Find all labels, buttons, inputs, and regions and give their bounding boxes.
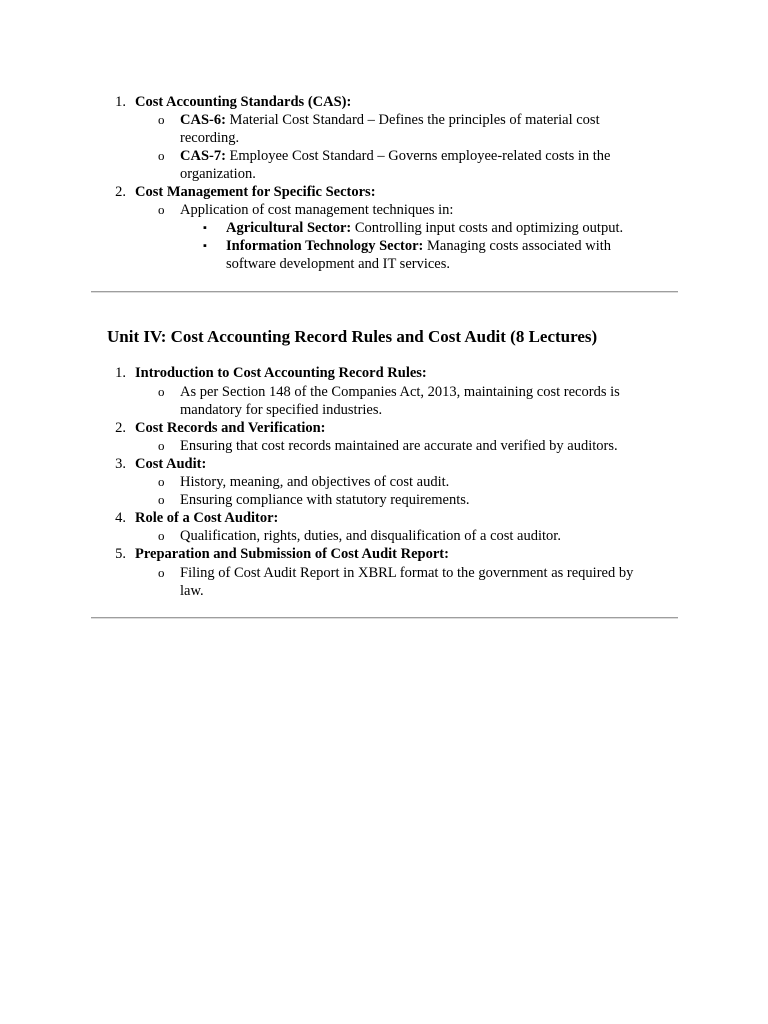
bullet-o-icon: o	[158, 148, 165, 163]
sub-item: CAS-7: Employee Cost Standard – Governs employee-related costs in the	[180, 148, 611, 164]
list-item-title: Cost Management for Specific Sectors:	[135, 184, 376, 200]
sub-item: Qualification, rights, duties, and disqualification of a cost auditor.	[180, 528, 561, 544]
sub-item: Application of cost management techniques in:	[180, 202, 454, 218]
list-number: 4.	[115, 510, 126, 526]
sub-item-continuation: recording.	[180, 130, 240, 146]
sub-sub-item: Information Technology Sector: Managing costs associated with	[226, 238, 612, 254]
sub-sub-item-continuation: software development and IT services.	[226, 256, 450, 272]
sub-item: Filing of Cost Audit Report in XBRL format to the government as required by	[180, 565, 634, 581]
bullet-o-icon: o	[158, 492, 165, 507]
horizontal-rule	[91, 617, 678, 619]
list-item-title: Introduction to Cost Accounting Record Rules:	[135, 365, 427, 381]
bullet-square-icon: ▪	[203, 222, 207, 234]
sub-item: As per Section 148 of the Companies Act, 2013, maintaining cost records is	[180, 384, 620, 400]
sub-item-continuation: law.	[180, 583, 204, 599]
list-item-title: Cost Audit:	[135, 456, 207, 472]
bullet-o-icon: o	[158, 384, 165, 399]
list-item-title: Preparation and Submission of Cost Audit Report:	[135, 546, 449, 562]
bullet-o-icon: o	[158, 438, 165, 453]
list-item-title: Cost Accounting Standards (CAS):	[135, 94, 352, 110]
horizontal-rule	[91, 291, 678, 293]
list-number: 2.	[115, 184, 126, 200]
list-item-title: Cost Records and Verification:	[135, 420, 326, 436]
bullet-o-icon: o	[158, 112, 165, 127]
list-number: 5.	[115, 546, 126, 562]
sub-item: Ensuring that cost records maintained are accurate and verified by auditors.	[180, 438, 618, 454]
sub-item: History, meaning, and objectives of cost audit.	[180, 474, 450, 490]
sub-item-continuation: mandatory for specified industries.	[180, 402, 383, 418]
list-item-title: Role of a Cost Auditor:	[135, 510, 279, 526]
sub-sub-item: Agricultural Sector: Controlling input costs and optimizing output.	[226, 220, 624, 236]
list-number: 3.	[115, 456, 126, 472]
sub-item-continuation: organization.	[180, 166, 256, 182]
bullet-o-icon: o	[158, 528, 165, 543]
bullet-o-icon: o	[158, 202, 165, 217]
bullet-o-icon: o	[158, 565, 165, 580]
list-number: 2.	[115, 420, 126, 436]
bullet-square-icon: ▪	[203, 240, 207, 252]
sub-item: CAS-6: Material Cost Standard – Defines the principles of material cost	[180, 112, 600, 128]
sub-item: Ensuring compliance with statutory requirements.	[180, 492, 470, 508]
unit-heading: Unit IV: Cost Accounting Record Rules and Cost Audit (8 Lectures)	[107, 327, 598, 346]
bullet-o-icon: o	[158, 474, 165, 489]
list-number: 1.	[115, 365, 126, 381]
list-number: 1.	[115, 94, 126, 110]
